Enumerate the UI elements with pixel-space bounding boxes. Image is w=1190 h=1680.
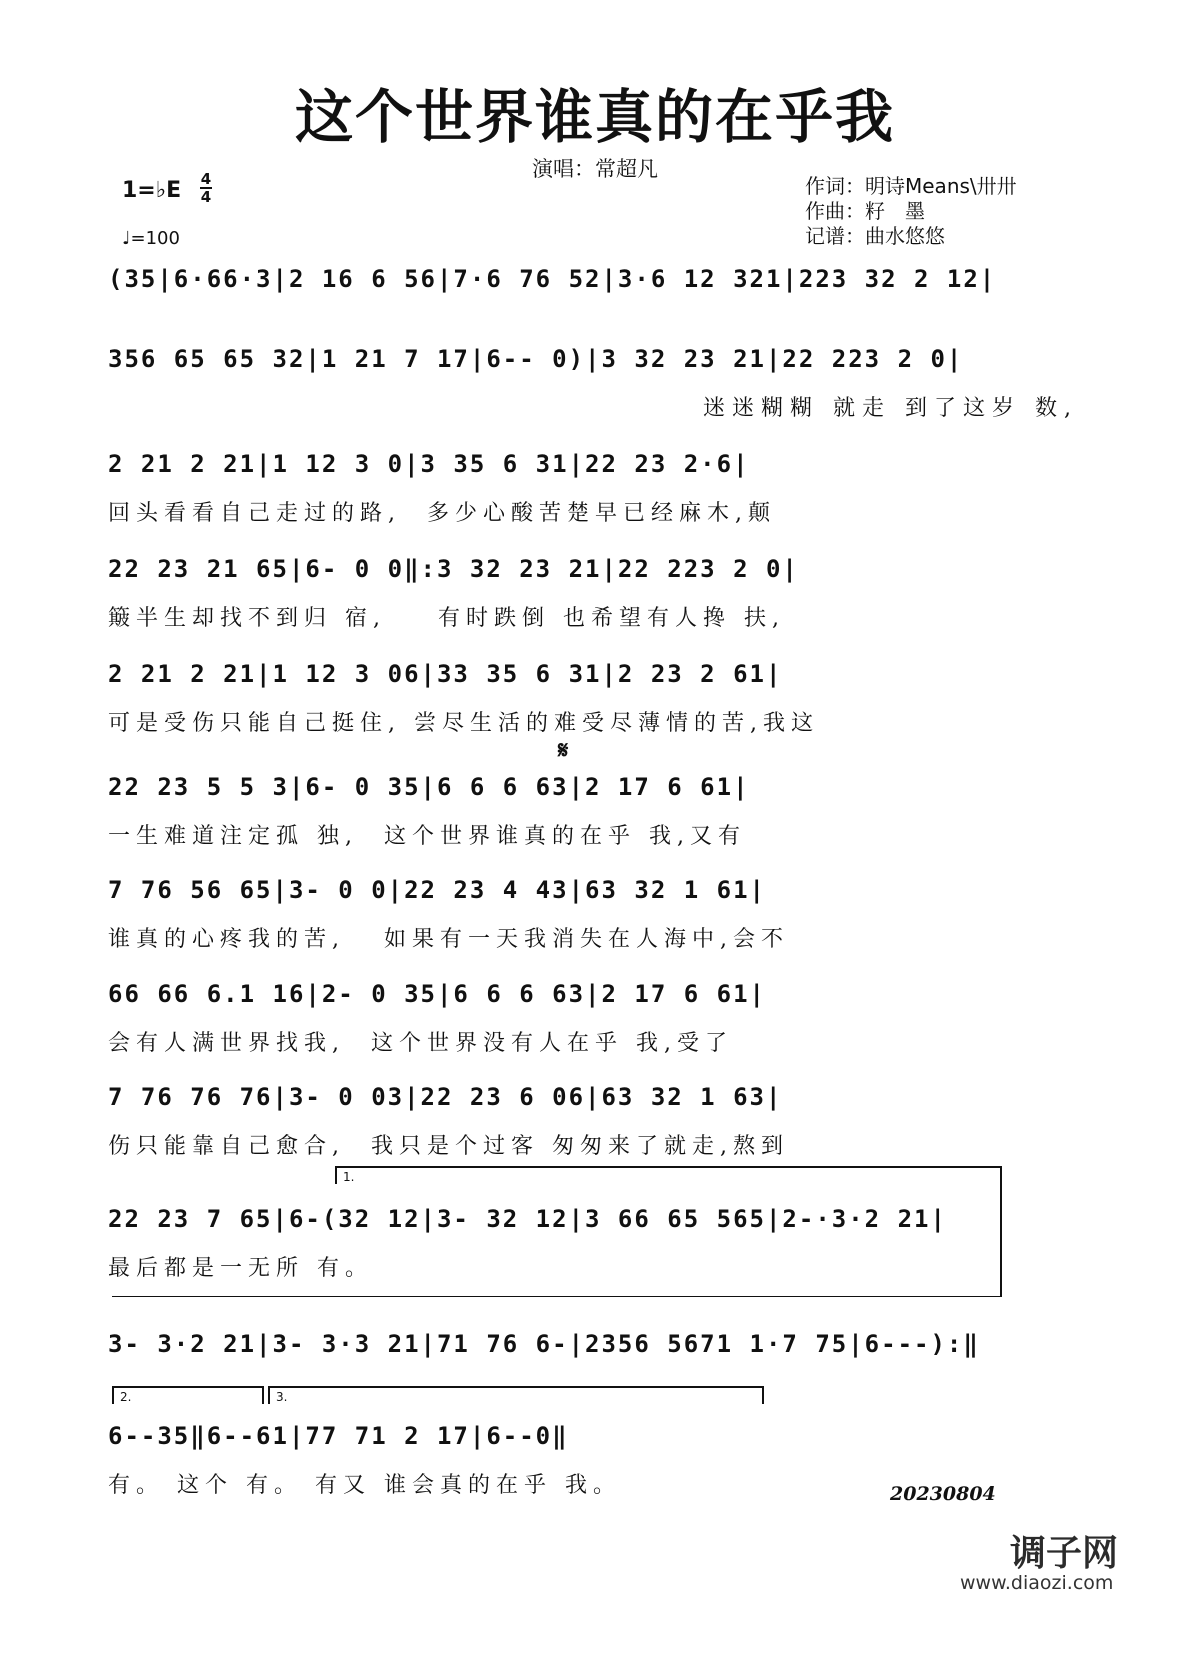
lyric-row-5: 可是受伤只能自己挺住, 尝尽生活的难受尽薄情的苦,我这 bbox=[108, 711, 819, 736]
notes-row-1: (35|6·66·3|2 16 6 56|7·6 76 52|3·6 12 321|223 32 2 12| bbox=[108, 265, 997, 293]
meter-bottom: 4 bbox=[200, 188, 212, 206]
lyricist-credit: 作词：明诗Means\卅卅 bbox=[805, 174, 1017, 198]
score-row-3 bbox=[108, 450, 1078, 526]
lyric-row-6: 一生难道注定孤 独, 这个世界谁真的在乎 我,又有 bbox=[108, 824, 746, 849]
score-row-4 bbox=[108, 555, 1078, 631]
tempo-mark: ♩=100 bbox=[122, 228, 180, 249]
volta-bracket-3 bbox=[268, 1386, 764, 1404]
volta-bracket-2 bbox=[112, 1386, 264, 1404]
volta-bracket-1-bottom bbox=[112, 1296, 1002, 1297]
notes-row-2: 356 65 65 32|1 21 7 17|6-- 0)|3 32 23 21|22 223 2 0| bbox=[108, 345, 964, 373]
score-row-1 bbox=[108, 265, 1078, 335]
notes-row-3: 2 21 2 21|1 12 3 0|3 35 6 31|22 23 2·6| bbox=[108, 450, 750, 478]
score-date: 20230804 bbox=[890, 1483, 996, 1505]
key-signature: 1=♭E bbox=[122, 178, 182, 203]
lyric-row-2: 迷迷糊糊 就走 到了这岁 数, bbox=[703, 396, 1078, 421]
segno-mark: 𝄋 bbox=[558, 736, 569, 764]
score-row-10 bbox=[108, 1205, 1078, 1281]
notes-row-10: 22 23 7 65|6-(32 12|3- 32 12|3 66 65 565|2-·3·2 21| bbox=[108, 1205, 947, 1233]
volta-number-3: 3. bbox=[276, 1390, 288, 1404]
time-signature bbox=[200, 171, 212, 205]
score-title: 这个世界谁真的在乎我 bbox=[294, 83, 895, 151]
lyric-row-8: 会有人满世界找我, 这个世界没有人在乎 我,受了 bbox=[108, 1031, 733, 1056]
notes-row-9: 7 76 76 76|3- 0 03|22 23 6 06|63 32 1 63| bbox=[108, 1083, 783, 1111]
watermark-url: www.diaozi.com bbox=[960, 1572, 1114, 1594]
score-row-8 bbox=[108, 980, 1078, 1056]
lyric-row-4: 簸半生却找不到归 宿, 有时跌倒 也希望有人搀 扶, bbox=[108, 606, 785, 631]
volta-bracket-1 bbox=[335, 1166, 1002, 1184]
transcriber-credit: 记谱：曲水悠悠 bbox=[805, 224, 945, 248]
composer-credit: 作曲：籽 墨 bbox=[805, 199, 925, 223]
notes-row-6: 22 23 5 5 3|6- 0 35|6 6 6 63|2 17 6 61| bbox=[108, 773, 750, 801]
notes-row-4: 22 23 21 65|6- 0 0‖:3 32 23 21|22 223 2 0| bbox=[108, 555, 799, 583]
notes-row-5: 2 21 2 21|1 12 3 06|33 35 6 31|2 23 2 61| bbox=[108, 660, 783, 688]
notes-row-8: 66 66 6.1 16|2- 0 35|6 6 6 63|2 17 6 61| bbox=[108, 980, 766, 1008]
watermark-site-name: 调子网 bbox=[1010, 1533, 1119, 1574]
lyric-row-12: 有。 这个 有。 有又 谁会真的在乎 我。 bbox=[108, 1473, 621, 1498]
score-row-9 bbox=[108, 1083, 1078, 1159]
volta-number-2: 2. bbox=[120, 1390, 132, 1404]
notes-row-12: 6--35‖6--61|77 71 2 17|6--0‖ bbox=[108, 1422, 569, 1450]
volta-number-1: 1. bbox=[343, 1170, 355, 1184]
lyric-row-7: 谁真的心疼我的苦, 如果有一天我消失在人海中,会不 bbox=[108, 927, 789, 952]
lyric-row-10: 最后都是一无所 有。 bbox=[108, 1256, 373, 1281]
score-row-2 bbox=[108, 345, 1078, 421]
volta-bracket-1-right bbox=[1000, 1166, 1002, 1296]
notes-row-11: 3- 3·2 21|3- 3·3 21|71 76 6-|2356 5671 1·7 75|6---):‖ bbox=[108, 1330, 980, 1358]
meter-top: 4 bbox=[200, 170, 212, 188]
lyric-row-9: 伤只能靠自己愈合, 我只是个过客 匆匆来了就走,熬到 bbox=[108, 1134, 789, 1159]
score-row-5 bbox=[108, 660, 1078, 736]
singer-label: 演唱：常超凡 bbox=[532, 157, 658, 181]
lyric-row-3: 回头看看自己走过的路, 多少心酸苦楚早已经麻木,颠 bbox=[108, 501, 776, 526]
notes-row-7: 7 76 56 65|3- 0 0|22 23 4 43|63 32 1 61| bbox=[108, 876, 766, 904]
score-row-7 bbox=[108, 876, 1078, 952]
score-row-6 bbox=[108, 773, 1078, 849]
